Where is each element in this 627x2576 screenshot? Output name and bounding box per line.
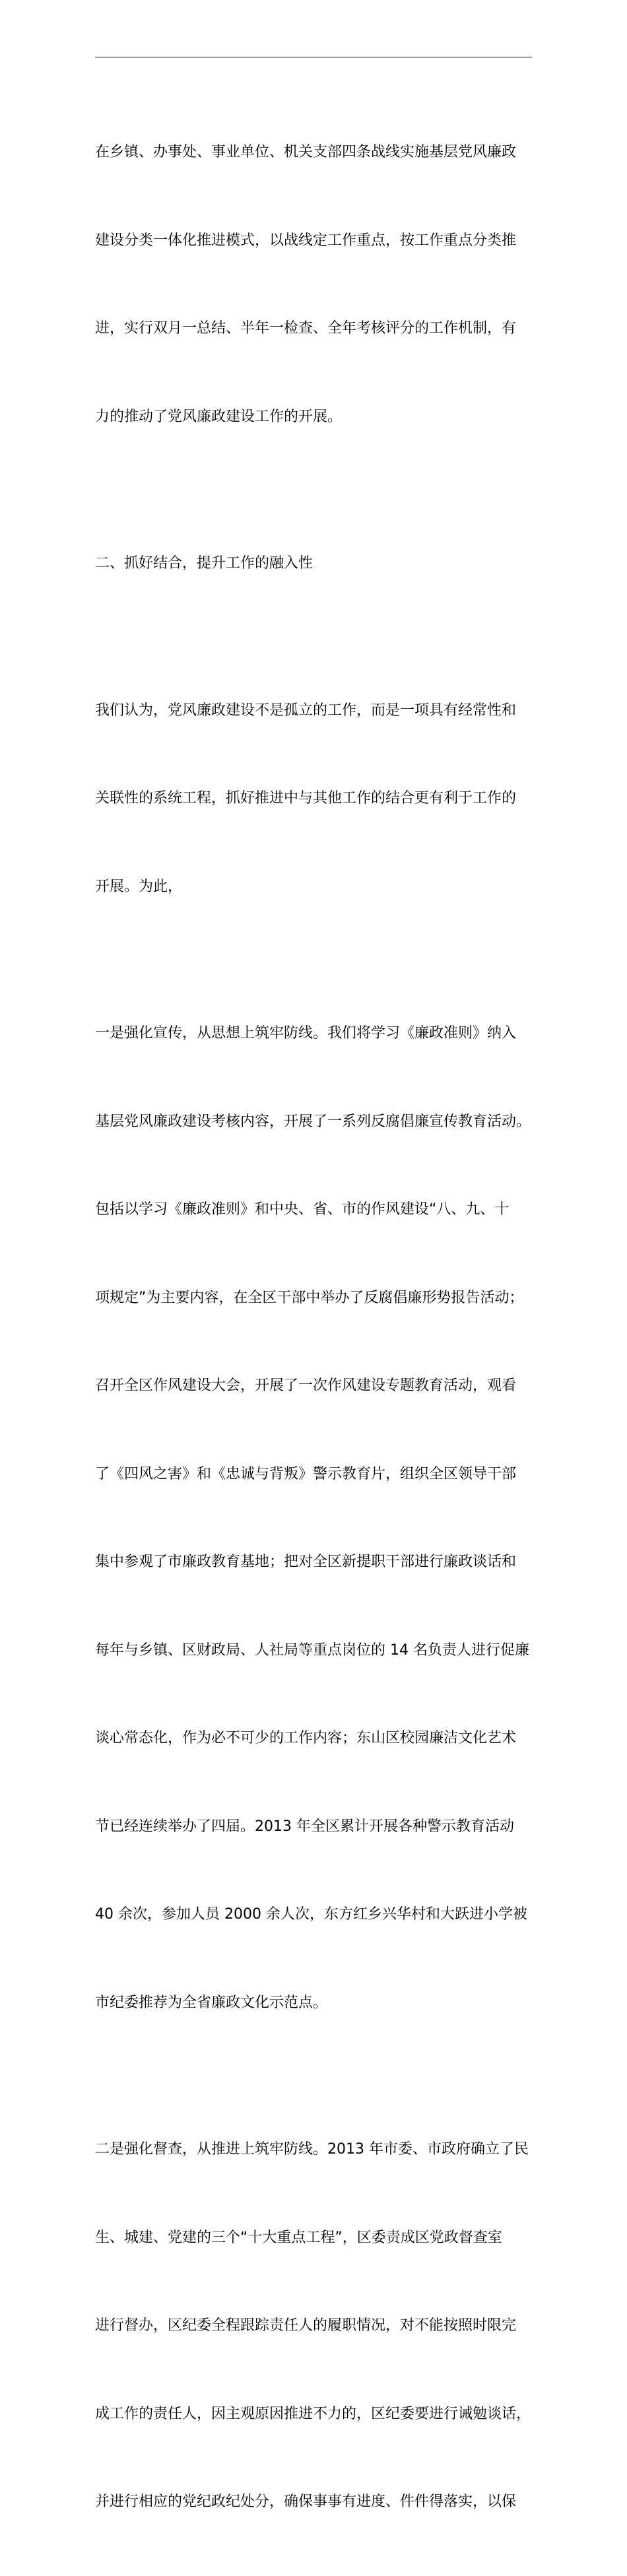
section-heading xyxy=(95,490,536,638)
text-line: 召开全区作风建设大会，开展了一次作风建设专题教育活动，观看 xyxy=(95,1377,517,1394)
text-line: 建设分类一体化推进模式，以战线定工作重点，按工作重点分类推 xyxy=(95,232,517,249)
text-line: 包括以学习《廉政准则》和中央、省、市的作风建设“八、九、十 xyxy=(95,1201,510,1218)
text-line: 集中参观了市廉政教育基地；把对全区新提职干部进行廉政谈话和 xyxy=(95,1554,517,1570)
text-line: 项规定”为主要内容，在全区干部中举办了反腐倡廉形势报告活动； xyxy=(95,1289,524,1306)
text-line: 关联性的系统工程，抓好推进中与其他工作的结合更有利于工作的 xyxy=(95,790,517,807)
paragraph-work-mechanism xyxy=(95,79,536,490)
paragraph-intro xyxy=(95,638,536,961)
text-line: 节已经连续举办了四届。2013 年全区累计开展各种警示教育活动 xyxy=(95,1818,514,1835)
text-line: 40 余次，参加人员 2000 余人次，东方红乡兴华村和大跃进小学被 xyxy=(95,1906,527,1923)
text-line: 开展。为此， xyxy=(95,878,183,895)
text-line: 进行督办，区纪委全程跟踪责任人的履职情况，对不能按照时限完 xyxy=(95,2317,517,2334)
text-line: 生、城建、党建的三个“十大重点工程”，区委责成区党政督查室 xyxy=(95,2229,502,2246)
text-line: 成工作的责任人，因主观原因推进不力的，区纪委要进行诫勉谈话， xyxy=(95,2405,531,2422)
text-line: 市纪委推荐为全省廉政文化示范点。 xyxy=(95,1994,328,2011)
text-line: 一是强化宣传，从思想上筑牢防线。我们将学习《廉政准则》纳入 xyxy=(95,1025,517,1041)
text-line: 谈心常态化，作为必不可少的工作内容；东山区校园廉洁文化艺术 xyxy=(95,1730,517,1746)
text-line: 进，实行双月一总结、半年一检查、全年考核评分的工作机制，有 xyxy=(95,320,517,337)
heading-line: 二、抓好结合，提升工作的融入性 xyxy=(95,555,314,572)
text-line: 基层党风廉政建设考核内容，开展了一系列反腐倡廉宣传教育活动。 xyxy=(95,1113,531,1130)
text-line: 并进行相应的党纪政纪处分，确保事事有进度、件件得落实，以保 xyxy=(95,2493,517,2510)
text-line: 每年与乡镇、区财政局、人社局等重点岗位的 14 名负责人进行促廉 xyxy=(95,1641,529,1659)
text-line: 二是强化督查，从推进上筑牢防线。2013 年市委、市政府确立了民 xyxy=(95,2141,529,2158)
paragraph-supervision xyxy=(95,2076,536,2576)
text-line: 了《四风之害》和《忠诚与背叛》警示教育片，组织全区领导干部 xyxy=(95,1465,517,1482)
text-line: 在乡镇、办事处、事业单位、机关支部四条战线实施基层党风廉政 xyxy=(95,144,517,160)
document-body xyxy=(95,79,536,2576)
text-line: 我们认为，党风廉政建设不是孤立的工作，而是一项具有经常性和 xyxy=(95,702,517,719)
paragraph-publicity xyxy=(95,960,536,2076)
text-line: 力的推动了党风廉政建设工作的开展。 xyxy=(95,408,343,425)
